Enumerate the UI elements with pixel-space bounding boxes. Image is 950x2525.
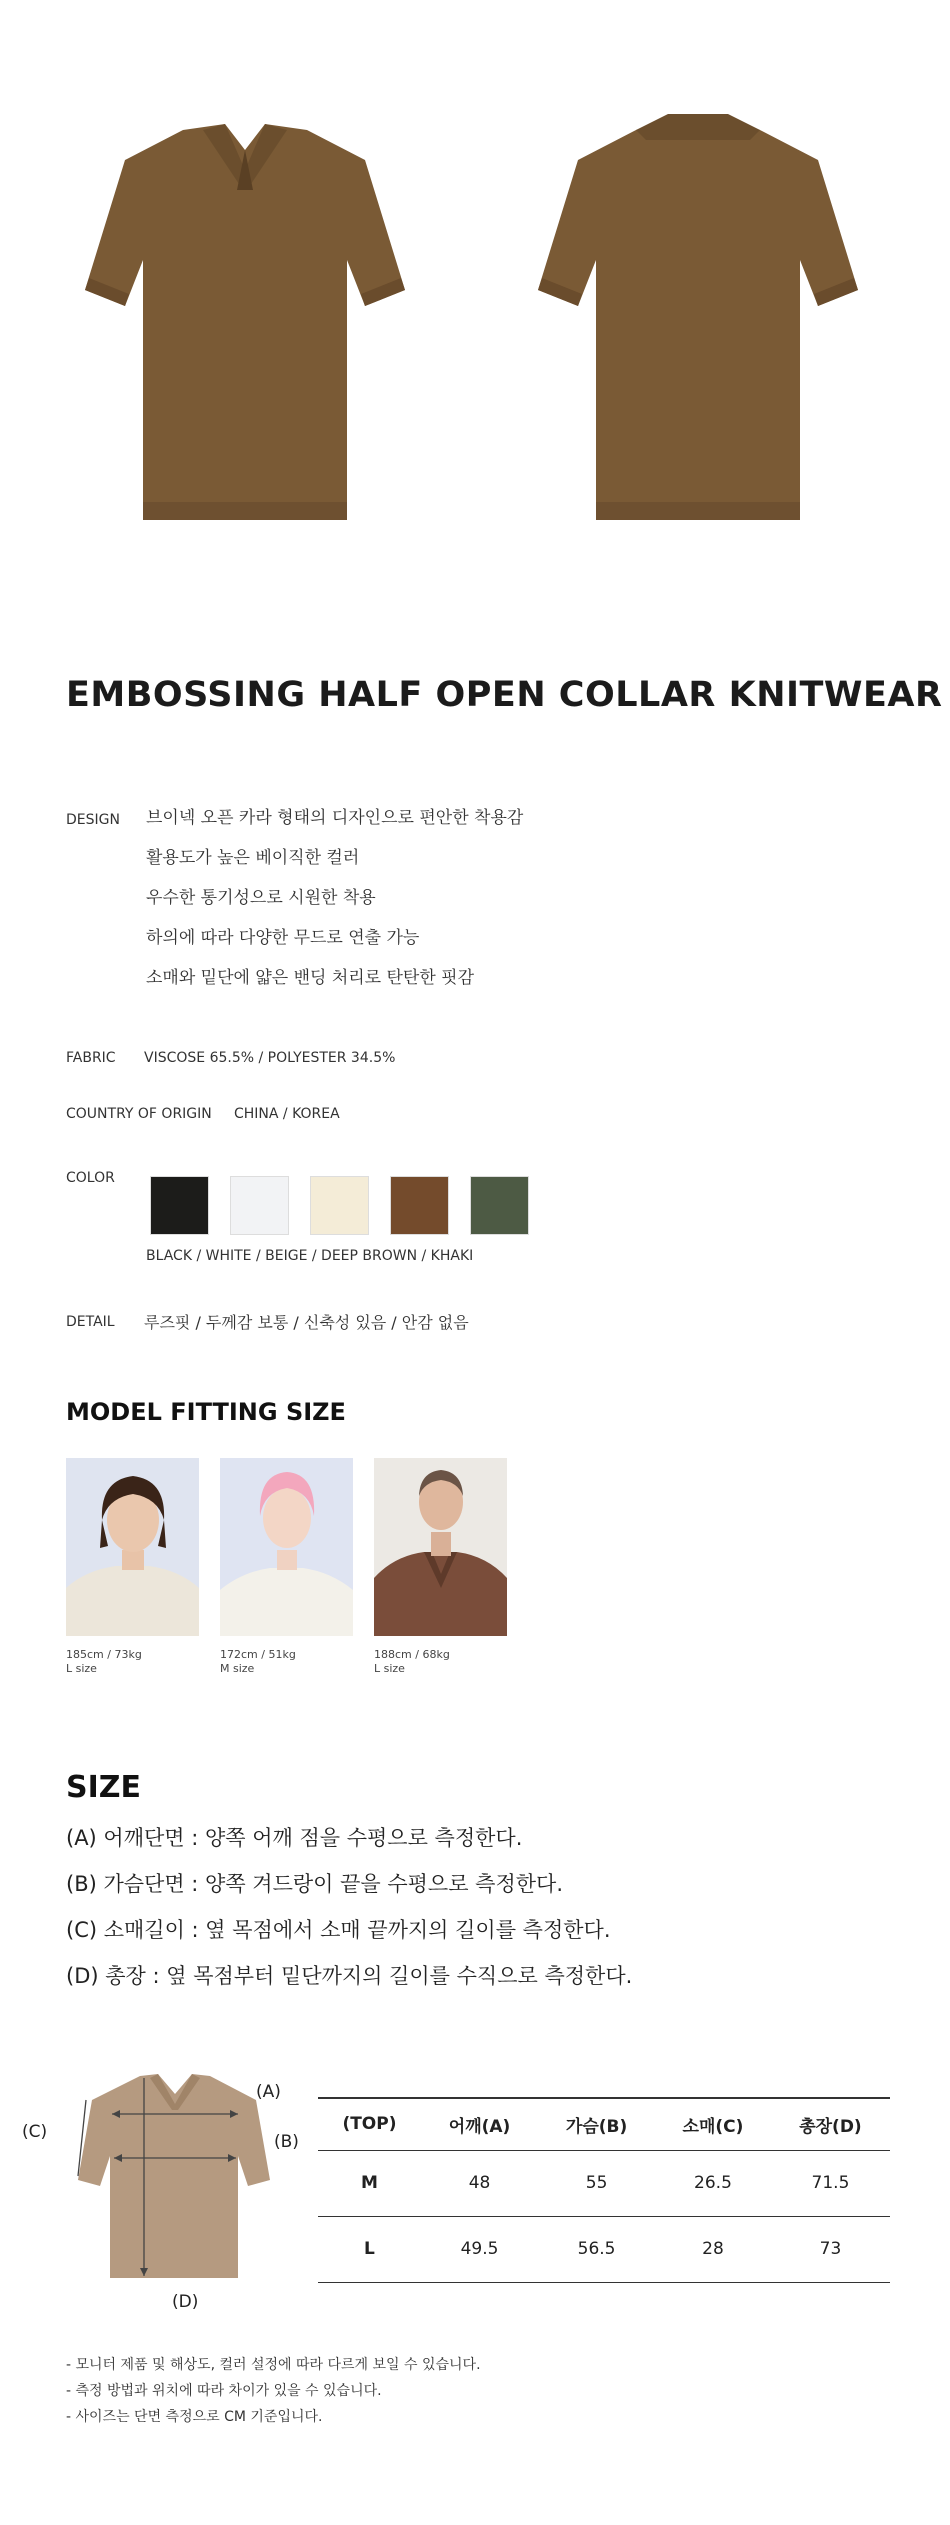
diagram-label-d: (D) <box>172 2292 199 2312</box>
model-photo <box>220 1458 353 1636</box>
model-photo <box>374 1458 507 1636</box>
model-size: M size <box>220 1662 255 1675</box>
table-cell: M <box>361 2173 378 2193</box>
model-measure: 185cm / 73kg <box>66 1648 142 1661</box>
swatch-beige[interactable] <box>310 1176 369 1235</box>
size-rule: (A) 어깨단면 : 양쪽 어깨 점을 수평으로 측정한다. <box>66 1826 523 1850</box>
size-diagram <box>20 2070 320 2330</box>
origin-label: COUNTRY OF ORIGIN <box>66 1106 212 1122</box>
shirt-back-illustration <box>518 110 878 540</box>
table-row <box>318 2150 890 2216</box>
model-size: L size <box>66 1662 97 1675</box>
table-header-row <box>318 2098 890 2150</box>
table-cell: 49.5 <box>460 2239 499 2259</box>
table-cell: 71.5 <box>811 2173 850 2193</box>
model-card <box>66 1458 199 1676</box>
table-cell: 48 <box>468 2173 491 2193</box>
fabric-label: FABRIC <box>66 1050 116 1066</box>
shirt-front-illustration <box>65 110 425 540</box>
note-line: - 모니터 제품 및 해상도, 컬러 설정에 따라 다르게 보일 수 있습니다. <box>66 2357 481 2373</box>
color-names: BLACK / WHITE / BEIGE / DEEP BROWN / KHAKI <box>146 1248 474 1264</box>
product-back-image <box>518 110 878 540</box>
product-title: EMBOSSING HALF OPEN COLLAR KNITWEAR <box>66 675 943 715</box>
detail-label: DETAIL <box>66 1314 115 1330</box>
model-measure: 172cm / 51kg <box>220 1648 296 1661</box>
column-header: 가슴(B) <box>565 2116 628 2137</box>
table-cell: 26.5 <box>694 2173 732 2193</box>
fabric-value: VISCOSE 65.5% / POLYESTER 34.5% <box>144 1050 396 1066</box>
column-header: (TOP) <box>342 2114 397 2135</box>
table-cell: 56.5 <box>577 2239 616 2259</box>
design-line: 활용도가 높은 베이직한 컬러 <box>146 848 360 868</box>
swatch-white[interactable] <box>230 1176 289 1235</box>
size-rule: (B) 가슴단면 : 양쪽 겨드랑이 끝을 수평으로 측정한다. <box>66 1872 563 1896</box>
note-line: - 사이즈는 단면 측정으로 CM 기준입니다. <box>66 2409 323 2425</box>
model-photo <box>66 1458 199 1636</box>
swatch-deep-brown[interactable] <box>390 1176 449 1235</box>
size-rule: (C) 소매길이 : 옆 목점에서 소매 끝까지의 길이를 측정한다. <box>66 1918 611 1942</box>
diagram-label-b: (B) <box>274 2132 299 2152</box>
swatch-khaki[interactable] <box>470 1176 529 1235</box>
color-swatches <box>150 1176 529 1235</box>
table-cell: L <box>364 2239 375 2259</box>
table-cell: 55 <box>585 2173 608 2193</box>
design-label: DESIGN <box>66 812 120 828</box>
detail-value: 루즈핏 / 두께감 보통 / 신축성 있음 / 안감 없음 <box>144 1313 469 1332</box>
design-description <box>146 798 523 998</box>
design-line: 소매와 밑단에 얇은 밴딩 처리로 탄탄한 핏감 <box>146 968 475 988</box>
table-cell: 73 <box>819 2239 842 2259</box>
table-row <box>318 2216 890 2282</box>
table-cell: 28 <box>702 2239 724 2259</box>
model-size: L size <box>374 1662 405 1675</box>
swatch-black[interactable] <box>150 1176 209 1235</box>
color-label: COLOR <box>66 1170 115 1186</box>
column-header: 어깨(A) <box>448 2116 511 2137</box>
model-card <box>220 1458 353 1676</box>
model-card <box>374 1458 507 1676</box>
design-line: 브이넥 오픈 카라 형태의 디자인으로 편안한 착용감 <box>146 808 524 828</box>
column-header: 소매(C) <box>682 2116 744 2137</box>
design-line: 우수한 통기성으로 시원한 착용 <box>146 888 376 908</box>
note-line: - 측정 방법과 위치에 따라 차이가 있을 수 있습니다. <box>66 2383 382 2399</box>
product-front-image <box>65 110 425 540</box>
origin-value: CHINA / KOREA <box>234 1106 340 1122</box>
size-title: SIZE <box>66 1770 142 1805</box>
size-notes <box>66 2352 481 2430</box>
size-table <box>318 2097 890 2283</box>
size-rules <box>66 1815 632 1999</box>
model-measure: 188cm / 68kg <box>374 1648 450 1661</box>
diagram-label-a: (A) <box>256 2082 281 2102</box>
column-header: 총장(D) <box>799 2116 862 2137</box>
model-fitting-title: MODEL FITTING SIZE <box>66 1398 346 1426</box>
size-rule: (D) 총장 : 옆 목점부터 밑단까지의 길이를 수직으로 측정한다. <box>66 1964 633 1988</box>
diagram-label-c: (C) <box>22 2122 48 2142</box>
design-line: 하의에 따라 다양한 무드로 연출 가능 <box>146 928 420 948</box>
